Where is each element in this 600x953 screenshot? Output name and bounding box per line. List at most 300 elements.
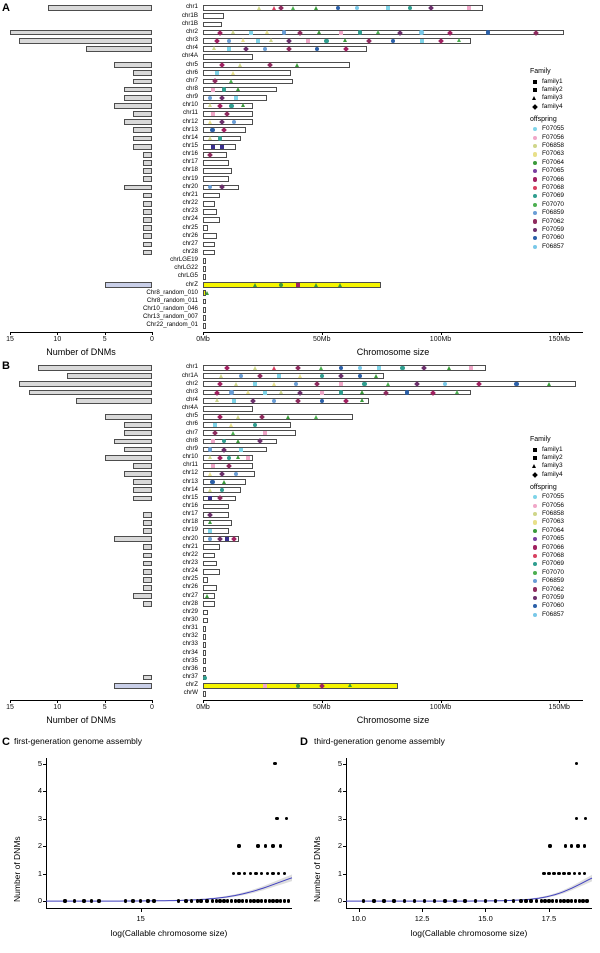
legend-offspring-item[interactable] xyxy=(530,493,600,501)
marker-triangle xyxy=(360,398,364,402)
legend-offspring-label: F07060 xyxy=(542,602,565,610)
scatter-point xyxy=(585,899,588,902)
chromosome-box xyxy=(203,193,220,199)
chr-label: chr11 xyxy=(182,461,198,469)
chr-label: chr2 xyxy=(185,379,198,387)
chr-label: Chr10_random_046 xyxy=(142,305,198,313)
chrom-axis-tick-label: 150Mb xyxy=(548,704,570,711)
legend-family-label: family1 xyxy=(542,445,563,453)
legend-family-item[interactable] xyxy=(530,445,600,453)
legend-offspring-label: F07056 xyxy=(542,501,565,509)
dnm-bar xyxy=(143,561,152,567)
marker-triangle xyxy=(208,136,212,140)
chr-label: chr14 xyxy=(182,485,198,493)
dnm-bar xyxy=(143,168,152,174)
trend-line xyxy=(300,748,600,953)
chr-label: chr18 xyxy=(182,166,198,174)
chr-label: chr4A xyxy=(181,52,198,60)
dnm-bar xyxy=(143,160,152,166)
legend-family-item[interactable] xyxy=(530,453,600,461)
marker-circle xyxy=(533,219,537,223)
chrom-axis-tick-label: 0Mb xyxy=(196,336,210,343)
chromosome-box xyxy=(203,528,229,534)
y-axis-tick-label: 5 xyxy=(37,758,42,768)
marker-square xyxy=(377,366,381,370)
legend-family-label: family3 xyxy=(542,462,563,470)
scatter-point xyxy=(146,899,149,902)
legend-offspring-label: F07064 xyxy=(542,526,565,534)
chromosome-box xyxy=(203,250,215,256)
dnm-bar xyxy=(143,544,152,550)
marker-circle xyxy=(533,211,537,215)
y-axis-tick-label: 4 xyxy=(337,786,342,796)
legend-color-swatch xyxy=(530,577,540,585)
dnm-axis-tick-label: 15 xyxy=(6,704,14,711)
chr-label: Chr13_random_007 xyxy=(142,313,198,321)
chromosome-box xyxy=(203,225,208,231)
x-axis-label: log(Callable chromosome size) xyxy=(110,928,228,938)
marker-circle xyxy=(533,504,537,508)
chromosome-box xyxy=(203,201,215,207)
marker-circle xyxy=(210,128,214,132)
marker-square xyxy=(220,145,224,149)
marker-triangle xyxy=(231,431,235,435)
chromosome-box xyxy=(203,447,267,453)
legend-offspring-item[interactable] xyxy=(530,150,600,158)
legend-color-swatch xyxy=(530,209,540,217)
marker-triangle xyxy=(212,46,216,50)
chromosome-box xyxy=(203,544,220,550)
legend-offspring-item[interactable] xyxy=(530,225,600,233)
marker-circle xyxy=(533,245,537,249)
marker-circle xyxy=(358,366,362,370)
legend-glyph-square xyxy=(530,454,540,462)
legend-offspring-item[interactable] xyxy=(530,167,600,175)
dnm-bar xyxy=(29,390,152,396)
marker-square xyxy=(386,6,390,10)
marker-square xyxy=(249,31,253,35)
dnm-bar xyxy=(124,447,152,453)
panel-c-scatter xyxy=(0,748,300,953)
chr-label: chr21 xyxy=(182,542,198,550)
marker-triangle xyxy=(219,374,223,378)
marker-circle xyxy=(533,562,537,566)
legend-offspring-item[interactable] xyxy=(530,509,600,517)
marker-triangle xyxy=(236,415,240,419)
scatter-point xyxy=(552,872,555,875)
legend-color-swatch xyxy=(530,242,540,250)
marker-circle xyxy=(533,554,537,558)
dnm-bar xyxy=(124,95,152,101)
marker-square xyxy=(420,39,424,43)
chr-label: chr32 xyxy=(182,632,198,640)
marker-triangle xyxy=(265,30,269,34)
marker-circle xyxy=(391,39,395,43)
legend-offspring-label: F07065 xyxy=(542,535,565,543)
marker-circle xyxy=(405,390,409,394)
legend-offspring-label: F07070 xyxy=(542,200,565,208)
marker-square xyxy=(306,39,310,43)
dnm-bar xyxy=(105,414,152,420)
legend-offspring-item[interactable] xyxy=(530,183,600,191)
chr-label: chr23 xyxy=(182,207,198,215)
marker-circle xyxy=(419,30,423,34)
y-axis-tick-label: 3 xyxy=(37,813,42,823)
dnm-bar xyxy=(105,455,152,461)
chrom-axis-tick-label: 100Mb xyxy=(429,336,452,343)
marker-triangle xyxy=(314,283,318,287)
chromosome-box xyxy=(203,274,206,280)
legend-offspring-item[interactable] xyxy=(530,551,600,559)
dnm-bar xyxy=(133,144,152,150)
legend-offspring-item[interactable] xyxy=(530,125,600,133)
marker-circle xyxy=(533,177,537,181)
chr-label: chr8 xyxy=(185,436,198,444)
legend-offspring-label: F07055 xyxy=(542,125,565,133)
marker-triangle xyxy=(532,464,536,468)
legend-offspring-label: F07056 xyxy=(542,133,565,141)
chr-label: chr7 xyxy=(185,428,198,436)
dnm-bar xyxy=(143,242,152,248)
marker-square xyxy=(211,112,215,116)
legend-color-swatch xyxy=(530,192,540,200)
marker-circle xyxy=(208,96,212,100)
legend-offspring-item[interactable] xyxy=(530,568,600,576)
y-axis-tick-label: 2 xyxy=(337,841,342,851)
dnm-bar xyxy=(133,487,152,493)
chr-label: chr4 xyxy=(185,396,198,404)
marker-triangle xyxy=(253,366,257,370)
legend-offspring-item[interactable] xyxy=(530,217,600,225)
marker-circle xyxy=(408,6,412,10)
dnm-axis-tick xyxy=(57,332,58,335)
legend-offspring-item[interactable] xyxy=(530,576,600,584)
dnm-bar xyxy=(124,422,152,428)
legend-color-swatch xyxy=(530,543,540,551)
marker-square xyxy=(246,456,250,460)
marker-triangle xyxy=(269,38,273,42)
marker-square xyxy=(339,31,343,35)
legend-offspring-item[interactable] xyxy=(530,501,600,509)
legend-family-title: Family xyxy=(530,68,551,75)
chrom-axis-tick xyxy=(203,332,204,335)
marker-circle xyxy=(324,39,328,43)
marker-triangle xyxy=(208,488,212,492)
marker-circle xyxy=(533,495,537,499)
scatter-point xyxy=(73,899,76,902)
chromosome-box xyxy=(203,642,206,648)
marker-square xyxy=(211,439,215,443)
legend-color-swatch xyxy=(530,142,540,150)
chrom-axis-tick-label: 150Mb xyxy=(548,336,570,343)
legend-offspring-label: F07065 xyxy=(542,167,565,175)
legend-offspring-item[interactable] xyxy=(530,526,600,534)
legend-offspring-item[interactable] xyxy=(530,610,600,618)
marker-circle xyxy=(533,520,537,524)
marker-triangle xyxy=(291,6,295,10)
marker-circle xyxy=(533,587,537,591)
chromosome-box xyxy=(203,13,224,19)
panel-label-d: D xyxy=(300,736,308,748)
scatter-point xyxy=(524,899,527,902)
scatter-point xyxy=(382,899,385,902)
marker-square xyxy=(208,529,212,533)
chromosome-box xyxy=(203,176,229,182)
chr-label: chrW xyxy=(183,689,198,697)
marker-circle xyxy=(218,136,222,140)
marker-triangle xyxy=(236,87,240,91)
panel-label-b: B xyxy=(2,360,10,372)
marker-triangle xyxy=(547,382,551,386)
marker-circle xyxy=(533,152,537,156)
dnm-bar xyxy=(143,512,152,518)
legend-glyph-diamond xyxy=(530,470,540,478)
dnm-bar xyxy=(114,536,152,542)
legend-family-item[interactable] xyxy=(530,85,600,93)
scatter-point xyxy=(557,872,560,875)
legend-offspring-item[interactable] xyxy=(530,543,600,551)
legend-offspring-item[interactable] xyxy=(530,200,600,208)
scatter-point xyxy=(283,899,286,902)
chr-label: chr16 xyxy=(182,501,198,509)
scatter-point xyxy=(555,899,558,902)
dnm-bar xyxy=(114,683,152,689)
dnm-axis-tick-label: 5 xyxy=(102,704,107,711)
scatter-point xyxy=(256,844,259,847)
marker-circle xyxy=(533,228,537,232)
dnm-bar xyxy=(143,569,152,575)
marker-circle xyxy=(203,676,207,680)
chr-label: chr26 xyxy=(182,583,198,591)
marker-circle xyxy=(533,127,537,131)
legend-offspring-item[interactable] xyxy=(530,208,600,216)
chromosome-box xyxy=(203,22,222,28)
legend-offspring-item[interactable] xyxy=(530,141,600,149)
marker-triangle xyxy=(319,366,323,370)
marker-square xyxy=(234,96,238,100)
legend-family-item[interactable] xyxy=(530,462,600,470)
legend-offspring-item[interactable] xyxy=(530,602,600,610)
scatter-point xyxy=(392,899,395,902)
marker-triangle xyxy=(253,283,257,287)
scatter-point xyxy=(562,872,565,875)
legend-family-item[interactable] xyxy=(530,470,600,478)
dnm-bar xyxy=(143,201,152,207)
marker-triangle xyxy=(222,480,226,484)
dnm-bar xyxy=(114,103,152,109)
legend-offspring-item[interactable] xyxy=(530,242,600,250)
chr-label: chr17 xyxy=(182,510,198,518)
scatter-point xyxy=(529,899,532,902)
legend-offspring-label: F07060 xyxy=(542,234,565,242)
chromosome-box xyxy=(203,315,206,321)
chromosome-box xyxy=(203,601,215,607)
legend-offspring-item[interactable] xyxy=(530,535,600,543)
chr-label: chr21 xyxy=(182,190,198,198)
marker-circle xyxy=(486,30,490,34)
chr-label: chr20 xyxy=(182,182,198,190)
chr-label: chr17 xyxy=(182,158,198,166)
legend-family-item[interactable] xyxy=(530,102,600,110)
legend-offspring-item[interactable] xyxy=(530,175,600,183)
chromosome-box xyxy=(203,266,206,272)
legend-offspring-label: F06857 xyxy=(542,610,565,618)
legend-offspring-label: F07066 xyxy=(542,175,565,183)
marker-triangle xyxy=(231,30,235,34)
chrom-axis-tick xyxy=(322,332,323,335)
legend-offspring-label: F07059 xyxy=(542,225,565,233)
legend-offspring-item[interactable] xyxy=(530,518,600,526)
legend-color-swatch xyxy=(530,133,540,141)
chromosome-box xyxy=(203,691,206,697)
y-axis-tick-label: 5 xyxy=(337,758,342,768)
dnm-bar xyxy=(143,675,152,681)
dnm-bar xyxy=(38,365,152,371)
chr-label: chr4A xyxy=(181,404,198,412)
legend-offspring-label: F07068 xyxy=(542,183,565,191)
chrom-axis-tick-label: 50Mb xyxy=(312,336,331,343)
chromosome-box xyxy=(203,282,381,288)
y-axis-tick-label: 3 xyxy=(337,813,342,823)
chr-label: chr24 xyxy=(182,215,198,223)
marker-circle xyxy=(533,236,537,240)
chr-label: chr14 xyxy=(182,133,198,141)
dnm-bar xyxy=(143,553,152,559)
legend-offspring-item[interactable] xyxy=(530,593,600,601)
marker-square xyxy=(211,464,215,468)
legend-color-swatch xyxy=(530,225,540,233)
legend-glyph-triangle xyxy=(530,462,540,470)
marker-circle xyxy=(533,613,537,617)
dnm-axis-line xyxy=(10,700,152,701)
marker-square xyxy=(211,88,215,92)
marker-triangle xyxy=(234,382,238,386)
chromosome-box xyxy=(203,406,253,412)
legend-family-item[interactable] xyxy=(530,94,600,102)
scatter-point xyxy=(519,899,522,902)
y-axis-tick-label: 0 xyxy=(37,896,42,906)
legend-color-swatch xyxy=(530,535,540,543)
marker-triangle xyxy=(231,71,235,75)
legend-offspring-label: F07066 xyxy=(542,543,565,551)
marker-circle xyxy=(358,30,362,34)
dnm-axis-tick xyxy=(10,700,11,703)
scatter-point xyxy=(205,899,208,902)
marker-square xyxy=(469,366,473,370)
x-axis-tick-label: 15.0 xyxy=(478,914,493,923)
chromosome-box xyxy=(203,658,206,664)
scatter-point xyxy=(237,844,240,847)
chrom-axis-line xyxy=(203,332,583,333)
dnm-axis-title: Number of DNMs xyxy=(46,347,116,357)
marker-square xyxy=(277,374,281,378)
scatter-point xyxy=(535,899,538,902)
chromosome-box xyxy=(203,667,206,673)
dnm-axis-tick-label: 5 xyxy=(102,336,107,343)
chr-label: chr9 xyxy=(185,93,198,101)
marker-triangle xyxy=(317,30,321,34)
scatter-point xyxy=(271,872,274,875)
trend-line xyxy=(0,748,300,953)
chromosome-box xyxy=(203,242,215,248)
marker-triangle xyxy=(279,390,283,394)
marker-triangle xyxy=(447,366,451,370)
scatter-point xyxy=(403,899,406,902)
dnm-axis-tick xyxy=(152,332,153,335)
chromosome-box xyxy=(203,626,206,632)
chr-label: chr5 xyxy=(185,412,198,420)
scatter-point xyxy=(474,899,477,902)
marker-square xyxy=(263,391,267,395)
chr-label: chr24 xyxy=(182,567,198,575)
chrom-axis-tick xyxy=(441,332,442,335)
chromosome-box xyxy=(203,233,217,239)
marker-circle xyxy=(533,571,537,575)
chr-label: chr13 xyxy=(182,477,198,485)
chr-label: chr28 xyxy=(182,247,198,255)
marker-square xyxy=(533,448,537,452)
marker-circle xyxy=(533,537,537,541)
marker-diamond xyxy=(532,472,538,478)
legend xyxy=(530,436,600,618)
chr-label: chr1 xyxy=(185,363,198,371)
marker-circle xyxy=(339,366,343,370)
legend-color-swatch xyxy=(530,510,540,518)
marker-circle xyxy=(296,684,300,688)
legend-offspring-item[interactable] xyxy=(530,192,600,200)
dnm-axis-tick-label: 10 xyxy=(53,704,62,711)
marker-circle xyxy=(208,447,212,451)
legend-offspring-item[interactable] xyxy=(530,560,600,568)
y-axis-label: Number of DNMs xyxy=(12,836,22,902)
dnm-bar xyxy=(143,601,152,607)
chr-label: chr11 xyxy=(182,109,198,117)
marker-triangle xyxy=(376,30,380,34)
marker-circle xyxy=(533,604,537,608)
chr-label: chr1B xyxy=(181,19,198,27)
x-axis-tick-label: 10.0 xyxy=(351,914,366,923)
legend-offspring-item[interactable] xyxy=(530,585,600,593)
dnm-bar xyxy=(143,209,152,215)
chr-label: chr22 xyxy=(182,550,198,558)
legend-color-swatch xyxy=(530,158,540,166)
scatter-point xyxy=(413,899,416,902)
dnm-axis-tick xyxy=(10,332,11,335)
marker-triangle xyxy=(236,439,240,443)
marker-square xyxy=(232,399,236,403)
marker-square xyxy=(263,684,267,688)
chr-label: Chr8_random_010 xyxy=(146,288,198,296)
marker-square xyxy=(256,39,260,43)
chrom-axis-tick xyxy=(559,332,560,335)
legend-offspring-item[interactable] xyxy=(530,133,600,141)
chr-label: chr7 xyxy=(185,76,198,84)
scatter-point xyxy=(211,899,214,902)
scatter-point xyxy=(63,899,66,902)
legend-family-item[interactable] xyxy=(530,77,600,85)
chromosome-box xyxy=(203,307,206,313)
legend-color-swatch xyxy=(530,526,540,534)
chrom-axis-tick-label: 50Mb xyxy=(312,704,331,711)
marker-circle xyxy=(533,512,537,516)
y-axis-tick-label: 2 xyxy=(37,841,42,851)
legend-offspring-item[interactable] xyxy=(530,234,600,242)
marker-triangle xyxy=(348,683,352,687)
marker-square xyxy=(227,47,231,51)
chr-label: chr34 xyxy=(182,648,198,656)
chr-label: chr2 xyxy=(185,27,198,35)
legend-offspring-item[interactable] xyxy=(530,158,600,166)
